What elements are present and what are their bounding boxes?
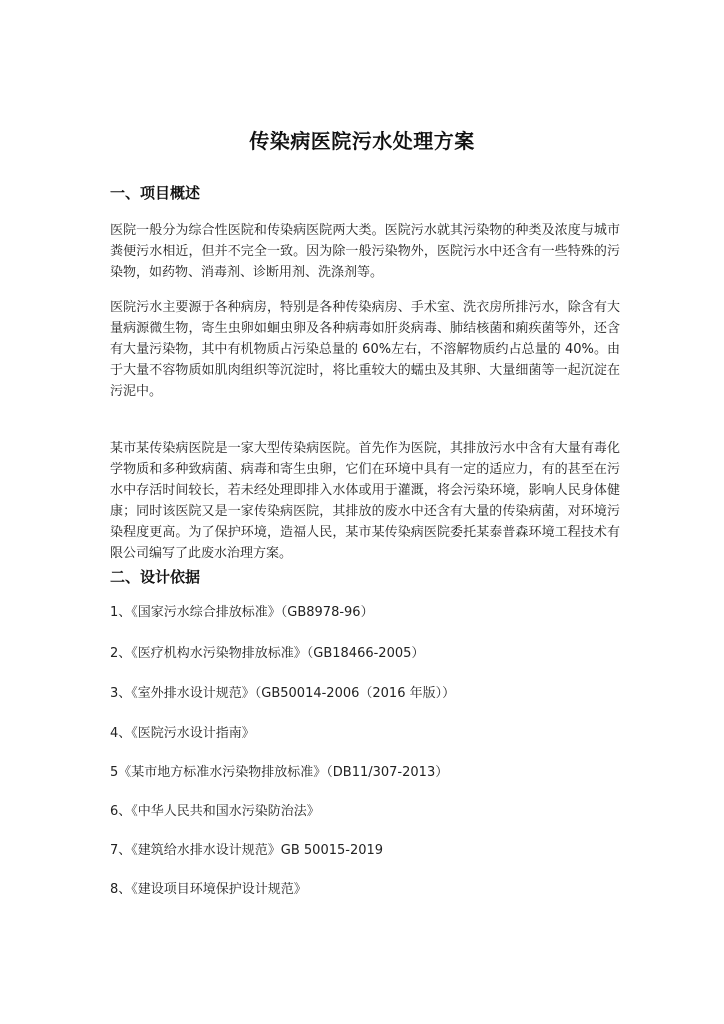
reference-item: 3、《室外排水设计规范》（GB50014-2006（2016 年版）） [110, 686, 456, 701]
section-heading-overview: 一、项目概述 [110, 184, 201, 202]
paragraph-hospital-types: 医院一般分为综合性医院和传染病医院两大类。医院污水就其污染物的种类及浓度与城市粪便污水相近，但并不完全一致。因为除一般污染物外，医院污水中还含有一些特殊的污染物，如药物、消毒剂、诊断用剂、洗涤剂等。 [110, 223, 620, 280]
section-heading-design-basis: 二、设计依据 [110, 568, 201, 586]
reference-item: 5《某市地方标准水污染物排放标准》（DB11/307-2013） [110, 765, 449, 780]
reference-item: 8、《建设项目环境保护设计规范》 [110, 882, 307, 897]
document-title: 传染病医院污水处理方案 [249, 129, 475, 153]
reference-item: 4、《医院污水设计指南》 [110, 726, 255, 741]
paragraph-wastewater-sources: 医院污水主要源于各种病房，特别是各种传染病房、手术室、洗衣房所排污水，除含有大量病源微生物，寄生虫卵如蛔虫卵及各种病毒如肝炎病毒、肺结核菌和痢疾菌等外，还含有大量污染物，其中有机物质占污染总量的 60%左右，不溶解物质约占总量的 40%。由于大量不容物质如肌肉组织等沉淀时，将比重较大的蠕虫及其卵、大量细菌等一起沉淀在污泥中。 [110, 300, 620, 399]
reference-item: 6、《中华人民共和国水污染防治法》 [110, 804, 320, 819]
reference-item: 7、《建筑给水排水设计规范》GB 50015-2019 [110, 843, 384, 858]
paragraph-project-background: 某市某传染病医院是一家大型传染病医院。首先作为医院，其排放污水中含有大量有毒化学物质和多种致病菌、病毒和寄生虫卵，它们在环境中具有一定的适应力，有的甚至在污水中存活时间较长，若未经处理即排入水体或用于灌溉，将会污染环境，影响人民身体健康；同时该医院又是一家传染病医院，其排放的废水中还含有大量的传染病菌，对环境污染程度更高。为了保护环境，造福人民，某市某传染病医院委托某泰普森环境工程技术有限公司编写了此废水治理方案。 [110, 441, 620, 561]
reference-item: 2、《医疗机构水污染物排放标准》（GB18466-2005） [110, 646, 425, 661]
reference-item: 1、《国家污水综合排放标准》（GB8978-96） [110, 605, 374, 620]
